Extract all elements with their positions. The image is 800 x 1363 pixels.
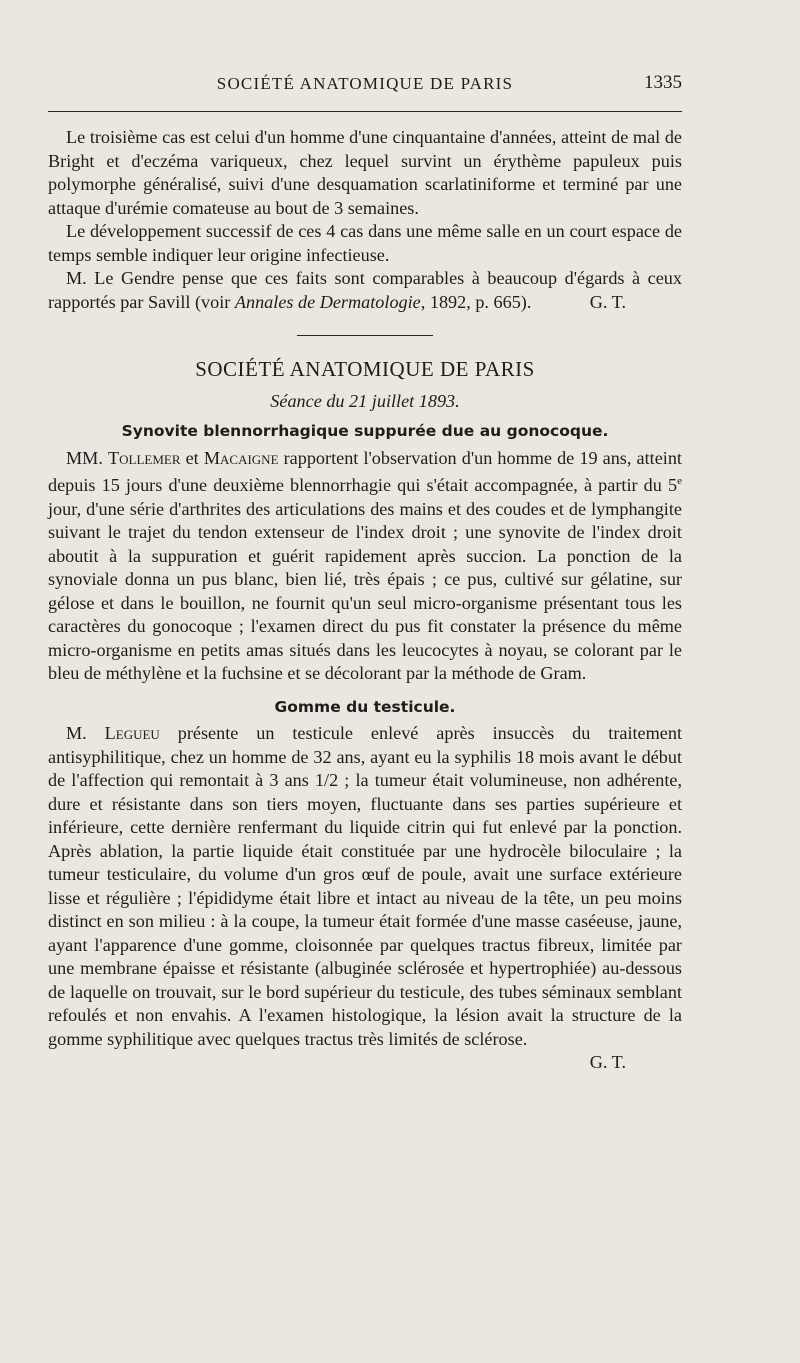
paragraph-synovite (48, 447, 682, 686)
ordinal-sup: e (677, 475, 682, 487)
paragraph-le-gendre (48, 267, 682, 314)
author-tollemer: Tollemer (108, 447, 181, 468)
paragraph-third-case: Le troisième cas est celui d'un homme d'une cinquantaine d'années, atteint de mal de Bright et d'eczéma variqueux, chez lequel survint un érythème papuleux puis polymorphe généralisé, suivi d'une desquamation scarlatiniforme et terminé par une attaque d'urémie comateuse au bout de 3 semaines. (48, 127, 682, 218)
synovite-text-a: rapportent l'observation d'un homme de 19 ans, atteint depuis 15 jours d'une deuxième blennorrhagie qui s'était accompagnée, à partir du 5 (48, 447, 682, 496)
running-head (48, 74, 682, 102)
synovite-text-b: jour, d'une série d'arthrites des articulations des mains et des coudes et de lymphangite suivant le trajet du tendon extenseur de l'index droit ; une synovite de l'index droit aboutit à la suppuration et guérit rapidement après succion. La ponction de la synoviale donna un pus blanc, bien lié, très épais ; ce pus, cultivé sur gélatine, sur gélose et dans le bouillon, ne fournit qu'un seul micro-organisme présentant tous les caractères du gonocoque ; l'examen direct du pus fit constater la présence du même micro-organisme en petits amas situés dans les leucocytes à noyau, se colorant par le bleu de méthylène et la fuchsine et se décolorant par la méthode de Gram. (48, 498, 682, 684)
gomme-signature: G. T. (589, 1052, 626, 1073)
synovite-lead: MM. (66, 447, 108, 468)
paragraph-gomme (48, 722, 682, 1051)
gomme-lead: M. (66, 723, 105, 744)
paragraph-development: Le développement successif de ces 4 cas dans une même salle en un court espace de temps semble indiquer leur origine infectieuse. (48, 221, 682, 265)
intro-signature: G. T. (589, 291, 626, 312)
section-separator (297, 335, 433, 336)
gomme-title: Gomme du testicule. (274, 697, 456, 716)
gomme-text: présente un testicule enlevé après insuccès du traitement antisyphilitique, chez un homme de 32 ans, ayant eu la syphilis 18 mois avant le début de l'affection qui remontait à 3 ans 1/2 ; la tumeur était volumineuse, non adhérente, dure et résistante dans son tiers moyen, fluctuante dans ses parties supérieure et inférieure, cette dernière renfermant du liquide citrin qui fut enlevé par la ponction. Après ablation, la partie liquide était constituée par une hydrocèle biloculaire ; la tumeur testiculaire, du volume d'un gros œuf de poule, avait une surface extérieure lisse et régulière ; l'épididyme était libre et intact au niveau de la tête, un peu moins distinct en son milieu : à la coupe, la tumeur était formée d'une masse caséeuse, jaune, ayant l'apparence d'une gomme, cloisonnée par quelques tractus fibreux, limitée par une membrane épaisse et résistante (albuginée sclérosée et hypertrophiée) au-dessous de laquelle on trouvait, sur le bord supérieur du testicule, des tubes séminaux semblant refoulés et non envahis. A l'examen histologique, la lésion avait la structure de la gomme syphilitique avec quelques tractus très limités de sclérose. (48, 723, 682, 1049)
session-date: Séance du 21 juillet 1893. (270, 390, 460, 411)
page-body (48, 126, 682, 1075)
journal-title: Annales de Dermatologie (234, 291, 421, 312)
le-gendre-text-end: , 1892, p. 665). (420, 291, 532, 312)
author-legueu: Legueu (104, 723, 160, 744)
author-macaigne: Macaigne (203, 447, 279, 468)
running-title: SOCIÉTÉ ANATOMIQUE DE PARIS (216, 74, 514, 93)
synovite-conj: et (180, 447, 204, 468)
society-heading: SOCIÉTÉ ANATOMIQUE DE PARIS (195, 357, 535, 381)
header-rule (48, 111, 682, 112)
le-gendre-text-start: M. Le Gendre pense que ces faits sont comparables à beaucoup d'égards à ceux rapportés par Savill (voir (48, 268, 682, 312)
page-number: 1335 (644, 72, 682, 93)
synovite-title: Synovite blennorrhagique suppurée due au gonocoque. (121, 422, 609, 440)
